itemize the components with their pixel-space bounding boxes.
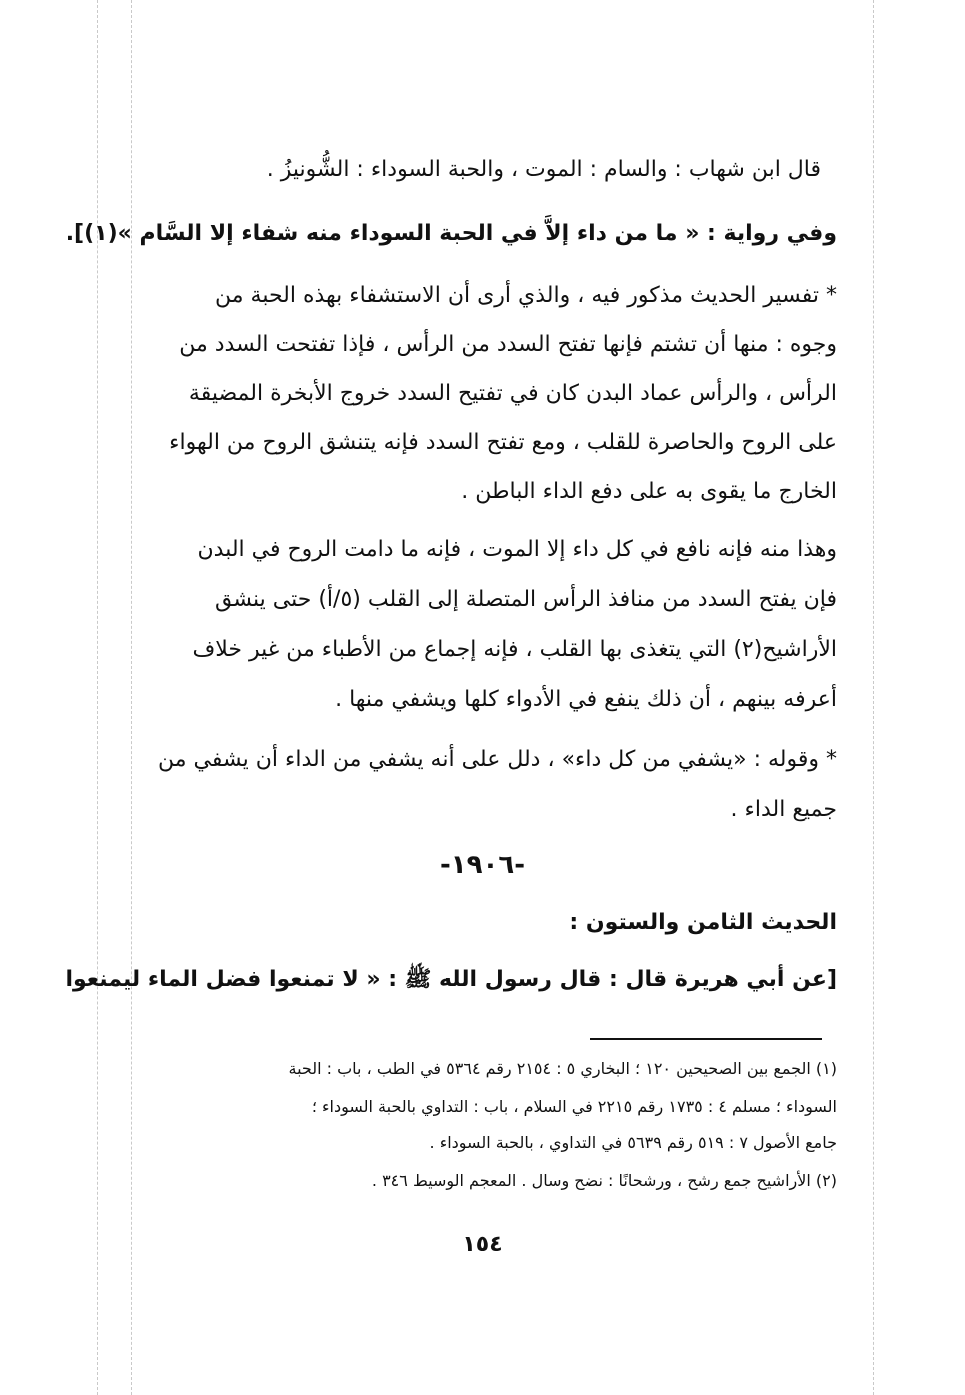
body-line-1: قال ابن شهاب : والسام : الموت ، والحبة السوداء : الشُّونيزُ .	[266, 157, 821, 182]
body-line-11: أعرفه بينهم ، أن ذلك ينفع في الأدواء كلها ويشفي منها .	[335, 687, 837, 712]
body-line-9: فإن يفتح السدد من منافذ الرأس المتصلة إلى القلب (٥/أ) حتى ينشق	[215, 587, 837, 612]
body-line-12: * وقوله : «يشفي من كل داء» ، دلل على أنه يشفي من الداء أن يشفي من	[158, 747, 837, 772]
footnote-2: (٢) الأراشيح جمع رشح ، ورشحانًا : نضح وسال . المعجم الوسيط ٣٤٦ .	[371, 1171, 837, 1190]
body-line-3: * تفسير الحديث مذكور فيه ، والذي أرى أن الاستشفاء بهذه الحبة من	[215, 283, 837, 308]
scan-artifact-line	[873, 0, 874, 1395]
footnote-separator	[590, 1038, 822, 1040]
page-number: ١٥٤	[462, 1232, 503, 1257]
body-line-7: الخارج ما يقوى به على دفع الداء الباطن .	[461, 479, 837, 504]
section-title: الحديث الثامن والستون :	[569, 910, 837, 935]
body-line-13: جميع الداء .	[730, 797, 837, 822]
body-line-5: الرأس ، والرأس عماد البدن كان في تفتيح السدد خروج الأبخرة المضيقة	[188, 381, 837, 406]
body-line-2: وفي رواية : « ما من داء إلاَّ في الحبة السوداء منه شفاء إلا السَّام »(١)].	[65, 221, 837, 246]
body-line-6: على الروح والحاصرة للقلب ، ومع تفتح السدد فإنه يتنشق الروح من الهواء	[169, 430, 837, 455]
scan-artifact-line	[97, 0, 98, 1395]
footnote-1-line-1: (١) الجمع بين الصحيحين ١٢٠ ؛ البخاري ٥ : ٢١٥٤ رقم ٥٣٦٤ في الطب ، باب : الحبة	[288, 1059, 837, 1078]
hadith-start-line: [عن أبي هريرة قال : قال رسول الله ﷺ : « لا تمنعوا فضل الماء ليمنعوا	[65, 967, 837, 992]
hadith-number: -١٩٠٦-	[439, 850, 526, 880]
footnote-1-line-3: جامع الأصول ٧ : ٥١٩ رقم ٥٦٣٩ في التداوي ، بالحبة السوداء .	[429, 1133, 837, 1152]
body-line-4: وجوه : منها أن تشتم فإنها تفتح السدد من الرأس ، فإذا تفتحت السدد من	[179, 332, 837, 357]
footnote-1-line-2: السوداء ؛ مسلم ٤ : ١٧٣٥ رقم ٢٢١٥ في السلام ، باب : التداوي بالحبة السوداء ؛	[311, 1097, 837, 1116]
body-line-10: الأراشيح(٢) التي يتغذى بها القلب ، فإنه إجماع من الأطباء من غير خلاف	[192, 637, 837, 662]
body-line-8: وهذا منه فإنه نافع في كل داء إلا الموت ، فإنه ما دامت الروح في البدن	[197, 537, 837, 562]
